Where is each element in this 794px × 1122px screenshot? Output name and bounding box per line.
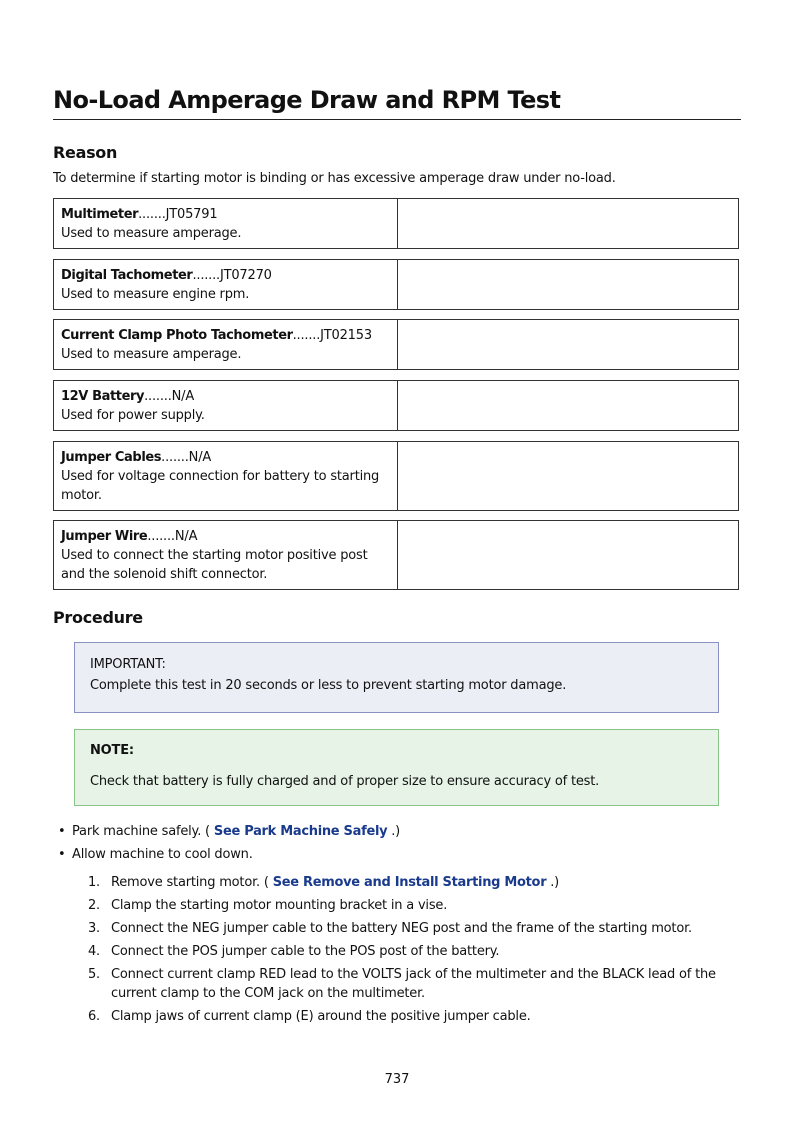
- step-number: 2.: [87, 898, 100, 913]
- bullet-list: [58, 822, 400, 868]
- tool-row-digital-tachometer: [53, 259, 739, 310]
- tool-image-cell: [398, 199, 738, 248]
- reason-text: To determine if starting motor is binding or has excessive amperage draw under no-load.: [53, 171, 616, 186]
- procedure-heading: Procedure: [53, 608, 143, 627]
- tool-code: N/A: [174, 529, 198, 544]
- step-item: [84, 942, 734, 961]
- tool-separator: .......: [192, 268, 220, 283]
- tool-name: Jumper Cables: [61, 450, 162, 465]
- tool-image-cell: [398, 521, 738, 589]
- tool-row-current-clamp: [53, 319, 739, 370]
- tool-name: Jumper Wire: [61, 529, 148, 544]
- bullet-suffix: .): [387, 824, 401, 839]
- tool-description: Used to measure engine rpm.: [61, 287, 250, 302]
- step-text: Clamp jaws of current clamp (E) around the positive jumper cable.: [111, 1009, 531, 1024]
- tool-description: Used to connect the starting motor positive post and the solenoid shift connector.: [61, 548, 368, 582]
- tool-image-cell: [398, 381, 738, 430]
- tool-image-cell: [398, 442, 738, 510]
- tool-code: N/A: [188, 450, 212, 465]
- bullet-text: Park machine safely. (: [72, 824, 214, 839]
- note-label: NOTE:: [90, 743, 134, 758]
- important-label: IMPORTANT:: [90, 657, 166, 672]
- note-callout: [74, 729, 719, 806]
- remove-install-starting-motor-link[interactable]: See Remove and Install Starting Motor: [272, 875, 547, 890]
- tool-cell: [54, 381, 398, 430]
- step-item: [84, 965, 734, 1003]
- page-number: 737: [384, 1072, 410, 1087]
- tool-image-cell: [398, 260, 738, 309]
- tool-cell: [54, 260, 398, 309]
- step-text: Connect the NEG jumper cable to the battery NEG post and the frame of the starting motor.: [111, 921, 692, 936]
- procedure-steps: [84, 873, 734, 1030]
- step-item: [84, 896, 734, 915]
- step-suffix: .): [546, 875, 560, 890]
- tool-name: Multimeter: [61, 207, 139, 222]
- tool-row-battery: [53, 380, 739, 431]
- step-number: 6.: [87, 1009, 100, 1024]
- step-number: 4.: [87, 944, 100, 959]
- bullet-icon: •: [58, 824, 66, 839]
- tool-description: Used for voltage connection for battery to starting motor.: [61, 469, 380, 503]
- tool-code: JT02153: [320, 328, 372, 343]
- tool-name: Digital Tachometer: [61, 268, 193, 283]
- step-number: 3.: [87, 921, 100, 936]
- tool-description: Used for power supply.: [61, 408, 205, 423]
- tool-code: JT05791: [165, 207, 218, 222]
- tool-separator: .......: [161, 450, 189, 465]
- step-text: Clamp the starting motor mounting bracket in a vise.: [111, 898, 448, 913]
- tool-cell: [54, 320, 398, 369]
- step-item: [84, 873, 734, 892]
- tool-cell: [54, 442, 398, 510]
- tool-row-jumper-cables: [53, 441, 739, 511]
- tool-code: N/A: [171, 389, 195, 404]
- important-text: Complete this test in 20 seconds or less to prevent starting motor damage.: [90, 678, 567, 693]
- tool-row-multimeter: [53, 198, 739, 249]
- tool-code: JT07270: [219, 268, 272, 283]
- bullet-text: Allow machine to cool down.: [72, 847, 253, 862]
- step-number: 5.: [87, 967, 100, 982]
- park-machine-safely-link[interactable]: See Park Machine Safely: [213, 824, 388, 839]
- tool-cell: [54, 199, 398, 248]
- tool-separator: .......: [138, 207, 166, 222]
- page-title: No-Load Amperage Draw and RPM Test: [53, 86, 741, 120]
- step-text: Remove starting motor. (: [111, 875, 273, 890]
- list-item: [58, 845, 400, 868]
- note-text: Check that battery is fully charged and of proper size to ensure accuracy of test.: [90, 774, 600, 789]
- tool-description: Used to measure amperage.: [61, 347, 242, 362]
- tool-separator: .......: [147, 529, 175, 544]
- tool-separator: .......: [292, 328, 321, 343]
- step-text: Connect the POS jumper cable to the POS post of the battery.: [111, 944, 500, 959]
- tool-description: Used to measure amperage.: [61, 226, 242, 241]
- important-callout: [74, 642, 719, 713]
- tool-name: 12V Battery: [61, 389, 145, 404]
- tool-row-jumper-wire: [53, 520, 739, 590]
- tool-cell: [54, 521, 398, 589]
- step-item: [84, 1007, 734, 1026]
- reason-heading: Reason: [53, 143, 118, 162]
- step-text: Connect current clamp RED lead to the VOLTS jack of the multimeter and the BLACK lead of the current clamp to the COM jack on the multimeter.: [111, 967, 716, 1001]
- tool-separator: .......: [144, 389, 172, 404]
- bullet-icon: •: [58, 847, 66, 862]
- step-item: [84, 919, 734, 938]
- list-item: [58, 822, 400, 845]
- step-number: 1.: [87, 875, 100, 890]
- tool-name: Current Clamp Photo Tachometer: [61, 328, 293, 343]
- tool-image-cell: [398, 320, 738, 369]
